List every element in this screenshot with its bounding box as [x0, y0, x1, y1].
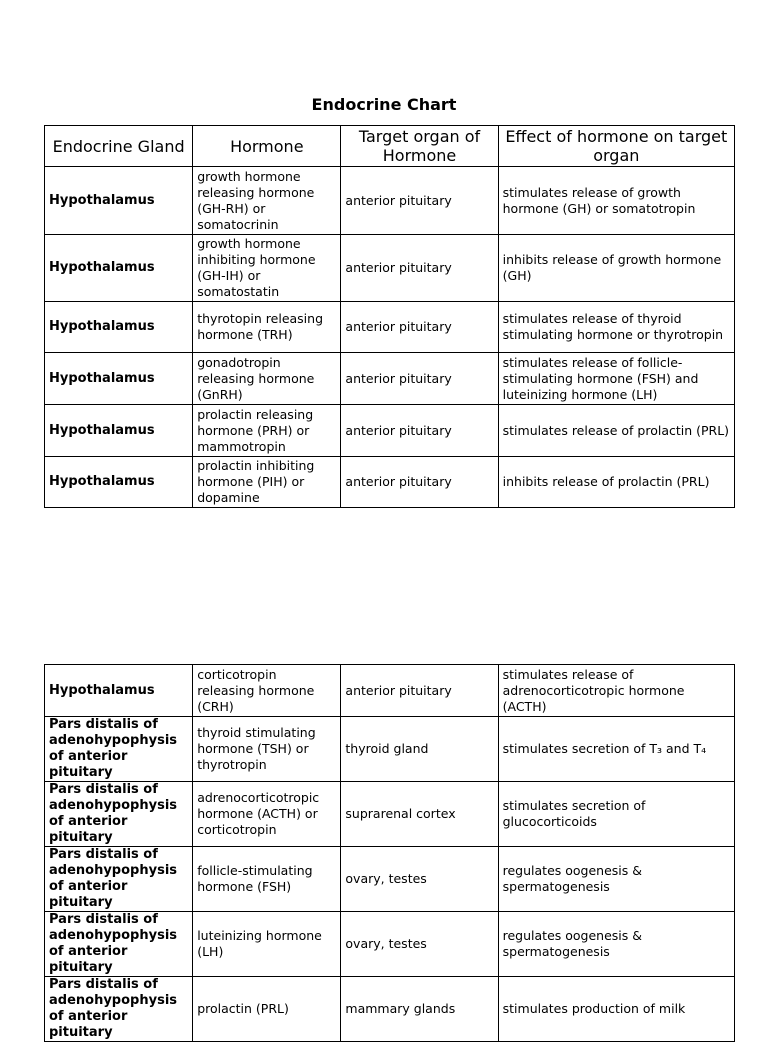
header-hormone: Hormone: [193, 126, 341, 167]
cell-hormone: prolactin (PRL): [193, 977, 341, 1042]
cell-gland: Pars distalis of adenohypophysis of anterior pituitary: [45, 977, 193, 1042]
table-row: [45, 912, 735, 977]
cell-effect: stimulates release of prolactin (PRL): [498, 405, 734, 457]
cell-effect: inhibits release of prolactin (PRL): [498, 457, 734, 508]
table-row: [45, 782, 735, 847]
table-row: [45, 977, 735, 1042]
cell-effect: stimulates production of milk: [498, 977, 734, 1042]
cell-effect: stimulates release of thyroid stimulating hormone or thyrotropin: [498, 302, 734, 353]
cell-effect: stimulates release of adrenocorticotropic hormone (ACTH): [498, 665, 734, 717]
cell-hormone: thyroid stimulating hormone (TSH) or thyrotropin: [193, 717, 341, 782]
cell-target: anterior pituitary: [341, 353, 498, 405]
cell-gland: Hypothalamus: [45, 235, 193, 302]
cell-target: suprarenal cortex: [341, 782, 498, 847]
table-row: [45, 235, 735, 302]
cell-gland: Hypothalamus: [45, 302, 193, 353]
cell-gland: Hypothalamus: [45, 167, 193, 235]
cell-hormone: adrenocorticotropic hormone (ACTH) or corticotropin: [193, 782, 341, 847]
cell-hormone: prolactin inhibiting hormone (PIH) or dopamine: [193, 457, 341, 508]
cell-effect: inhibits release of growth hormone (GH): [498, 235, 734, 302]
cell-gland: Hypothalamus: [45, 665, 193, 717]
cell-hormone: follicle-stimulating hormone (FSH): [193, 847, 341, 912]
table-row: [45, 353, 735, 405]
cell-target: anterior pituitary: [341, 235, 498, 302]
cell-target: ovary, testes: [341, 847, 498, 912]
cell-hormone: prolactin releasing hormone (PRH) or mammotropin: [193, 405, 341, 457]
cell-hormone: growth hormone inhibiting hormone (GH-IH) or somatostatin: [193, 235, 341, 302]
cell-effect: regulates oogenesis & spermatogenesis: [498, 912, 734, 977]
table-row: [45, 717, 735, 782]
cell-gland: Pars distalis of adenohypophysis of anterior pituitary: [45, 717, 193, 782]
cell-gland: Pars distalis of adenohypophysis of anterior pituitary: [45, 847, 193, 912]
cell-gland: Hypothalamus: [45, 405, 193, 457]
cell-target: anterior pituitary: [341, 302, 498, 353]
table-header-row: [45, 126, 735, 167]
endocrine-table-part-2: [44, 664, 735, 1042]
table-row: [45, 167, 735, 235]
cell-effect: regulates oogenesis & spermatogenesis: [498, 847, 734, 912]
table-row: [45, 457, 735, 508]
cell-effect: stimulates release of follicle-stimulating hormone (FSH) and luteinizing hormone (LH): [498, 353, 734, 405]
cell-hormone: thyrotopin releasing hormone (TRH): [193, 302, 341, 353]
cell-hormone: luteinizing hormone (LH): [193, 912, 341, 977]
cell-target: ovary, testes: [341, 912, 498, 977]
header-gland: Endocrine Gland: [45, 126, 193, 167]
table-row: [45, 405, 735, 457]
cell-gland: Hypothalamus: [45, 457, 193, 508]
cell-target: anterior pituitary: [341, 665, 498, 717]
cell-gland: Hypothalamus: [45, 353, 193, 405]
cell-hormone: growth hormone releasing hormone (GH-RH) or somatocrinin: [193, 167, 341, 235]
cell-gland: Pars distalis of adenohypophysis of anterior pituitary: [45, 782, 193, 847]
header-effect: Effect of hormone on target organ: [498, 126, 734, 167]
cell-effect: stimulates secretion of glucocorticoids: [498, 782, 734, 847]
cell-target: anterior pituitary: [341, 405, 498, 457]
cell-target: mammary glands: [341, 977, 498, 1042]
cell-target: anterior pituitary: [341, 457, 498, 508]
table-row: [45, 665, 735, 717]
cell-target: thyroid gland: [341, 717, 498, 782]
cell-effect: stimulates release of growth hormone (GH) or somatotropin: [498, 167, 734, 235]
cell-target: anterior pituitary: [341, 167, 498, 235]
table-row: [45, 847, 735, 912]
header-target: Target organ of Hormone: [341, 126, 498, 167]
table-row: [45, 302, 735, 353]
cell-effect: stimulates secretion of T₃ and T₄: [498, 717, 734, 782]
cell-hormone: corticotropin releasing hormone (CRH): [193, 665, 341, 717]
page-title: Endocrine Chart: [311, 95, 457, 114]
cell-gland: Pars distalis of adenohypophysis of anterior pituitary: [45, 912, 193, 977]
cell-hormone: gonadotropin releasing hormone (GnRH): [193, 353, 341, 405]
endocrine-table-part-1: [44, 125, 735, 508]
